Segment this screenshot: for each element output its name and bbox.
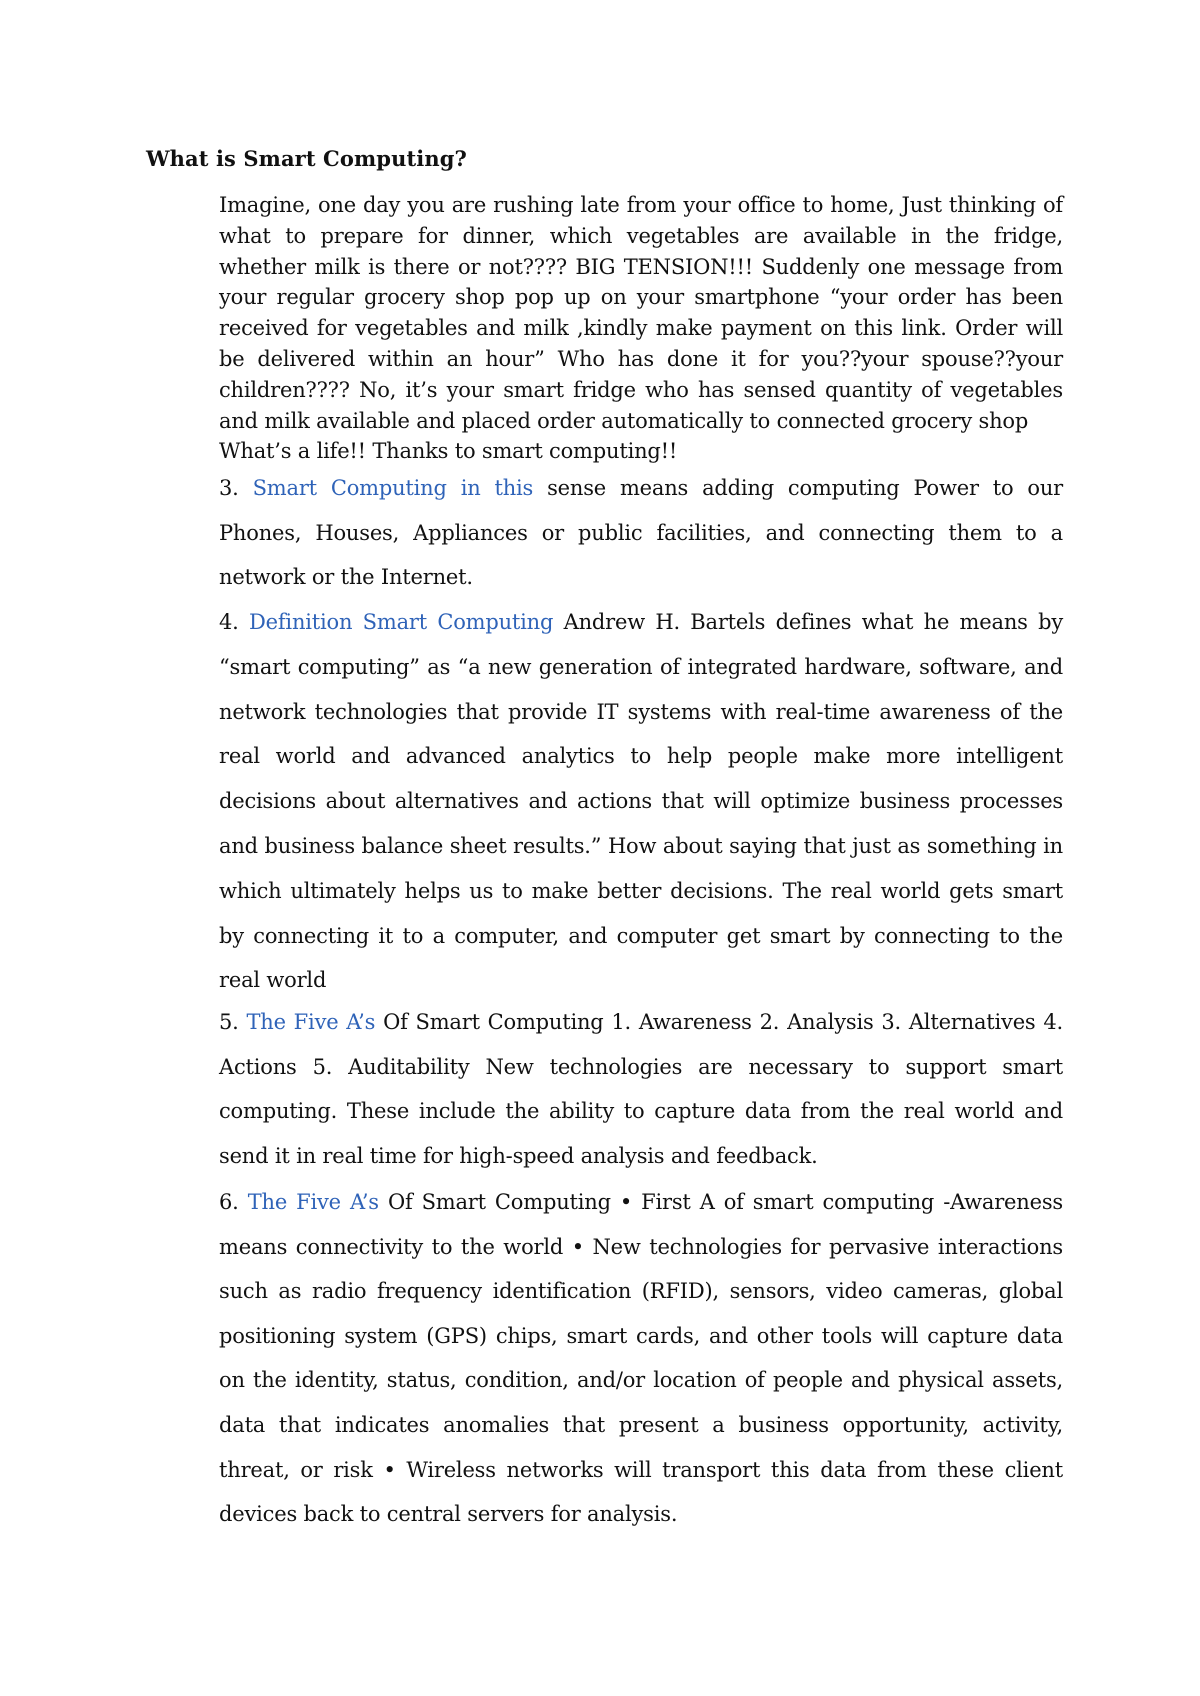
intro-ending-text: What’s a life!! Thanks to smart computing!! <box>219 439 678 464</box>
paragraph-4 <box>219 600 1063 1003</box>
paragraph-number: 6. <box>219 1190 239 1214</box>
paragraph-heading-link: The Five A’s <box>246 1010 376 1034</box>
paragraph-body: Andrew H. Bartels defines what he means by “smart computing” as “a new generation of integrated hardware, software, and network technologies that provide IT systems with real-time awareness of the real world and advanced analytics to help people make more intelligent decisions about alternatives and actions that will optimize business processes and business balance sheet results.” How about saying that just as something in which ultimately helps us to make better decisions. The real world gets smart by connecting it to a computer, and computer get smart by connecting to the real world <box>219 610 1063 993</box>
paragraph-6 <box>219 1180 1063 1537</box>
document-title: What is Smart Computing? <box>146 146 467 171</box>
paragraph-body: Of Smart Computing • First A of smart computing -Awareness means connectivity to the world • New technologies for pervasive interactions such as radio frequency identification (RFID), sensors, video cameras, global positioning system (GPS) chips, smart cards, and other tools will capture data on the identity, status, condition, and/or location of people and physical assets, data that indicates anomalies that present a business opportunity, activity, threat, or risk • Wireless networks will transport this data from these client devices back to central servers for analysis. <box>219 1190 1063 1527</box>
paragraph-heading-link: Smart Computing in this <box>252 476 534 500</box>
paragraph-number: 4. <box>219 610 239 634</box>
paragraph-heading-link: The Five A’s <box>247 1190 379 1214</box>
paragraph-body: Of Smart Computing 1. Awareness 2. Analysis 3. Alternatives 4. Actions 5. Auditability New technologies are necessary to support smart computing. These include the ability to capture data from the real world and send it in real time for high-speed analysis and feedback. <box>219 1010 1063 1168</box>
paragraph-number: 3. <box>219 476 239 500</box>
paragraph-number: 5. <box>219 1010 239 1034</box>
paragraph-5 <box>219 1000 1063 1178</box>
paragraph-3 <box>219 466 1063 600</box>
intro-body-text: Imagine, one day you are rushing late from your office to home, Just thinking of what to prepare for dinner, which vegetables are available in the fridge, whether milk is there or not???? BIG TENSION!!! Suddenly one message from your regular grocery shop pop up on your smartphone “your order has been received for vegetables and milk ,kindly make payment on this link. Order will be delivered within an hour” Who has done it for you??your spouse??your children???? No, it’s your smart fridge who has sensed quantity of vegetables and milk available and placed order automatically to connected grocery shop <box>219 193 1063 433</box>
paragraph-heading-link: Definition Smart Computing <box>249 610 554 634</box>
paragraph-body: sense means adding computing Power to our Phones, Houses, Appliances or public facilities, and connecting them to a network or the Internet. <box>219 476 1063 589</box>
intro-paragraph <box>219 190 1063 467</box>
